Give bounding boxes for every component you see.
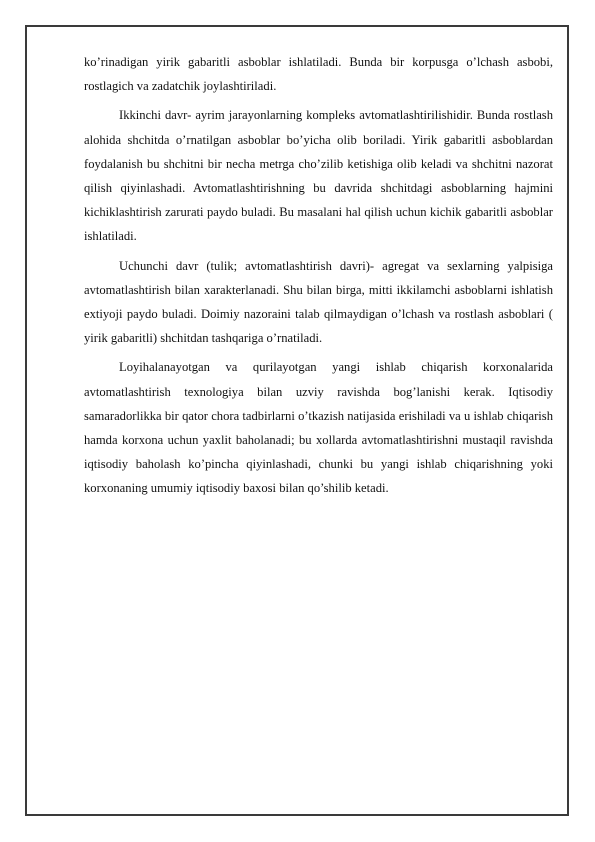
paragraph-second-period: Ikkinchi davr- ayrim jarayonlarning kompleks avtomatlashtirilishidir. Bunda rostlash alohida shchitda o’rnatilgan asboblar bo’yicha olib boriladi. Yirik gabaritli asboblardan foydalanish bu shchitni bir necha metrga cho’zilib ketishiga olib keladi va shchitni nazorat qilish qiyinlashadi. Avtomatlashtirishning bu davrida shchitdagi asboblarning hajmini kichiklashtirish zarurati paydo buladi. Bu masalani hal qilish uchun kichik gabaritli asboblar ishlatiladi.	[84, 108, 553, 244]
paragraph-third-period: Uchunchi davr (tulik; avtomatlashtirish davri)- agregat va sexlarning yalpisiga avtomatlashtirish bilan xarakterlanadi. Shu bilan birga, mitti ikkilamchi asboblarni ishlatish extiyoji paydo buladi. Doimiy nazoraini talab qilmaydigan o’lchash va rostlash asboblari ( yirik gabaritli) shchitdan tashqariga o’rnatiladi.	[84, 258, 553, 346]
paragraph-design-enterprises: Loyihalanayotgan va qurilayotgan yangi ishlab chiqarish korxonalarida avtomatlashtirish texnologiya bilan uzviy ravishda bog’lanishi kerak. Iqtisodiy samaradorlikka bir qator chora tadbirlarni o’tkazish natijasida erishiladi va u ishlab chiqarish hamda korxona uchun yaxlit baholanadi; bu xollarda avtomatlashtirishni mustaqil ravishda iqtisodiy baholash ko’pincha qiyinlashadi, chunki bu yangi ishlab chiqarishning yoki korxonaning umumiy iqtisodiy baxosi bilan qo’shilib ketadi.	[84, 360, 553, 496]
document-body	[84, 50, 553, 506]
paragraph-continuation: ko’rinadigan yirik gabaritli asboblar ishlatiladi. Bunda bir korpusga o’lchash asbobi, rostlagich va zadatchik joylashtiriladi.	[84, 55, 553, 94]
